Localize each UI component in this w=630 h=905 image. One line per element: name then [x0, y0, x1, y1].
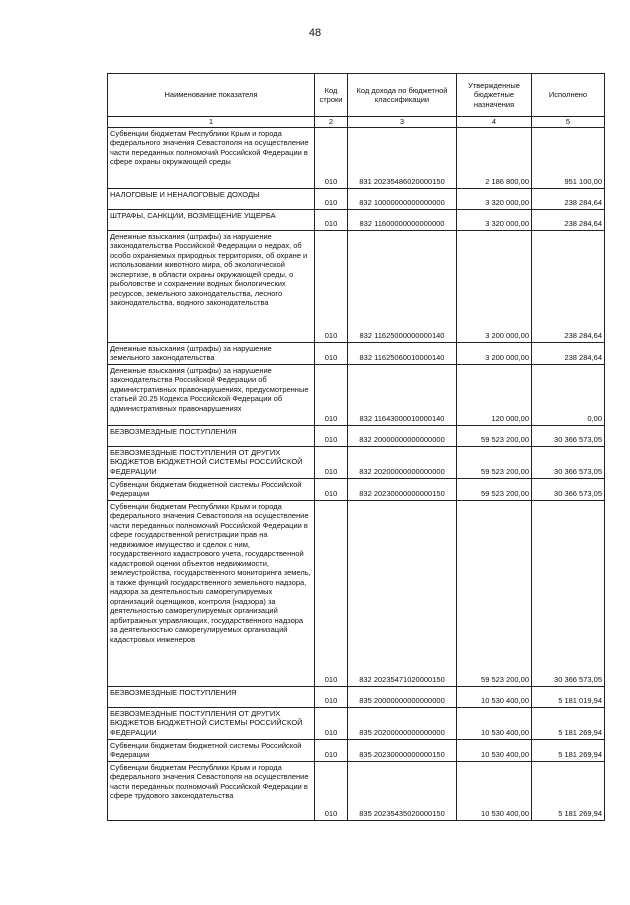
- page-number: 48: [308, 27, 322, 39]
- table-row: [108, 686, 605, 707]
- header-executed: Исполнено: [532, 74, 605, 117]
- executed-amount: 5 181 269,94: [532, 707, 605, 739]
- approved-amount: 10 530 400,00: [457, 761, 532, 820]
- approved-amount: 3 200 000,00: [457, 230, 532, 342]
- indicator-name: ШТРАФЫ, САНКЦИИ, ВОЗМЕЩЕНИЕ УЩЕРБА: [108, 209, 315, 230]
- table-row: [108, 425, 605, 446]
- approved-amount: 10 530 400,00: [457, 686, 532, 707]
- executed-amount: 238 284,64: [532, 230, 605, 342]
- line-code: 010: [315, 446, 348, 478]
- approved-amount: 59 523 200,00: [457, 446, 532, 478]
- table-row: [108, 500, 605, 686]
- indicator-name: БЕЗВОЗМЕЗДНЫЕ ПОСТУПЛЕНИЯ ОТ ДРУГИХ БЮДЖЕТОВ БЮДЖЕТНОЙ СИСТЕМЫ РОССИЙСКОЙ ФЕДЕРАЦИИ: [108, 446, 315, 478]
- line-code: 010: [315, 188, 348, 209]
- table-row: [108, 707, 605, 739]
- table-row: [108, 739, 605, 761]
- indicator-name: Субвенции бюджетам Республики Крым и города федерального значения Севастополя на осуществление части переданных полномочий Российской Федерации в сфере трудового законодательства: [108, 761, 315, 820]
- column-number: 2: [315, 117, 348, 128]
- indicator-name: БЕЗВОЗМЕЗДНЫЕ ПОСТУПЛЕНИЯ: [108, 686, 315, 707]
- header-indicator-name: Наименование показателя: [108, 74, 315, 117]
- indicator-name: Денежные взыскания (штрафы) за нарушение законодательства Российской Федерации о недрах, об особо охраняемых природных территориях, об охране и использовании животного мира, об экологической экспертизе, в области охраны окружающей среды, о рыболовстве и сохранении водных биологических ресурсов, земельного законодательства, лесного законодательства, водного законодательства: [108, 230, 315, 342]
- line-code: 010: [315, 230, 348, 342]
- indicator-name: Субвенции бюджетам Республики Крым и города федерального значения Севастополя на осуществление части переданных полномочий Российской Федерации в сфере государственной регистрации прав на недвижимое имущество и сделок с ним, государственного кадастрового учета, государственной кадастровой оценки объектов недвижимости, землеустройства, государственного мониторинга земель, а также функций государственного земельного надзора, надзора за деятельностью саморегулируемых организаций оценщиков, контроля (надзора) за деятельностью саморегулируемых организаций арбитражных управляющих, государственного надзора за деятельностью саморегулируемых организаций кадастровых инженеров: [108, 500, 315, 686]
- indicator-name: БЕЗВОЗМЕЗДНЫЕ ПОСТУПЛЕНИЯ: [108, 425, 315, 446]
- table-row: [108, 127, 605, 188]
- executed-amount: 5 181 269,94: [532, 739, 605, 761]
- line-code: 010: [315, 500, 348, 686]
- income-code: 835 20200000000000000: [348, 707, 457, 739]
- column-number: 4: [457, 117, 532, 128]
- line-code: 010: [315, 686, 348, 707]
- line-code: 010: [315, 739, 348, 761]
- column-number: 1: [108, 117, 315, 128]
- line-code: 010: [315, 209, 348, 230]
- income-code: 835 20230000000000150: [348, 739, 457, 761]
- approved-amount: 3 320 000,00: [457, 188, 532, 209]
- indicator-name: Субвенции бюджетам Республики Крым и города федерального значения Севастополя на осуществление части переданных полномочий Российской Федерации в сфере охраны окружающей среды: [108, 127, 315, 188]
- indicator-name: Субвенции бюджетам бюджетной системы Российской Федерации: [108, 739, 315, 761]
- approved-amount: 120 000,00: [457, 364, 532, 425]
- indicator-name: Денежные взыскания (штрафы) за нарушение законодательства Российской Федерации об административных правонарушениях, предусмотренные статьей 20.25 Кодекса Российской Федерации об административных правонарушениях: [108, 364, 315, 425]
- table-row: [108, 761, 605, 820]
- executed-amount: 30 366 573,05: [532, 478, 605, 500]
- indicator-name: Субвенции бюджетам бюджетной системы Российской Федерации: [108, 478, 315, 500]
- executed-amount: 30 366 573,05: [532, 446, 605, 478]
- income-code: 835 20235435020000150: [348, 761, 457, 820]
- table-row: [108, 209, 605, 230]
- indicator-name: БЕЗВОЗМЕЗДНЫЕ ПОСТУПЛЕНИЯ ОТ ДРУГИХ БЮДЖЕТОВ БЮДЖЕТНОЙ СИСТЕМЫ РОССИЙСКОЙ ФЕДЕРАЦИИ: [108, 707, 315, 739]
- indicator-name: НАЛОГОВЫЕ И НЕНАЛОГОВЫЕ ДОХОДЫ: [108, 188, 315, 209]
- approved-amount: 10 530 400,00: [457, 707, 532, 739]
- column-number: 3: [348, 117, 457, 128]
- executed-amount: 30 366 573,05: [532, 500, 605, 686]
- line-code: 010: [315, 478, 348, 500]
- executed-amount: 238 284,64: [532, 188, 605, 209]
- line-code: 010: [315, 707, 348, 739]
- approved-amount: 59 523 200,00: [457, 425, 532, 446]
- executed-amount: 0,00: [532, 364, 605, 425]
- approved-amount: 59 523 200,00: [457, 500, 532, 686]
- line-code: 010: [315, 342, 348, 364]
- income-code: 832 11600000000000000: [348, 209, 457, 230]
- table-row: [108, 478, 605, 500]
- header-income-code: Код дохода по бюджетной классификации: [348, 74, 457, 117]
- table-row: [108, 364, 605, 425]
- income-code: 832 20000000000000000: [348, 425, 457, 446]
- approved-amount: 3 200 000,00: [457, 342, 532, 364]
- column-number-row: [108, 117, 605, 128]
- executed-amount: 238 284,64: [532, 209, 605, 230]
- budget-report-table: [107, 73, 605, 821]
- income-code: 832 10000000000000000: [348, 188, 457, 209]
- income-code: 832 20230000000000150: [348, 478, 457, 500]
- header-approved: Утвержденные бюджетные назначения: [457, 74, 532, 117]
- line-code: 010: [315, 761, 348, 820]
- executed-amount: 5 181 019,94: [532, 686, 605, 707]
- table-row: [108, 230, 605, 342]
- table-row: [108, 446, 605, 478]
- approved-amount: 10 530 400,00: [457, 739, 532, 761]
- executed-amount: 5 181 269,94: [532, 761, 605, 820]
- approved-amount: 59 523 200,00: [457, 478, 532, 500]
- table-row: [108, 342, 605, 364]
- income-code: 831 20235486020000150: [348, 127, 457, 188]
- column-number: 5: [532, 117, 605, 128]
- income-code: 832 11625000000000140: [348, 230, 457, 342]
- executed-amount: 951 100,00: [532, 127, 605, 188]
- income-code: 832 20200000000000000: [348, 446, 457, 478]
- table-row: [108, 188, 605, 209]
- executed-amount: 238 284,64: [532, 342, 605, 364]
- header-row: [108, 74, 605, 117]
- income-code: 832 20235471020000150: [348, 500, 457, 686]
- approved-amount: 3 320 000,00: [457, 209, 532, 230]
- line-code: 010: [315, 364, 348, 425]
- executed-amount: 30 366 573,05: [532, 425, 605, 446]
- income-code: 832 11625060010000140: [348, 342, 457, 364]
- line-code: 010: [315, 127, 348, 188]
- indicator-name: Денежные взыскания (штрафы) за нарушение земельного законодательства: [108, 342, 315, 364]
- approved-amount: 2 186 800,00: [457, 127, 532, 188]
- header-line-code: Код строки: [315, 74, 348, 117]
- income-code: 832 11643000010000140: [348, 364, 457, 425]
- line-code: 010: [315, 425, 348, 446]
- income-code: 835 20000000000000000: [348, 686, 457, 707]
